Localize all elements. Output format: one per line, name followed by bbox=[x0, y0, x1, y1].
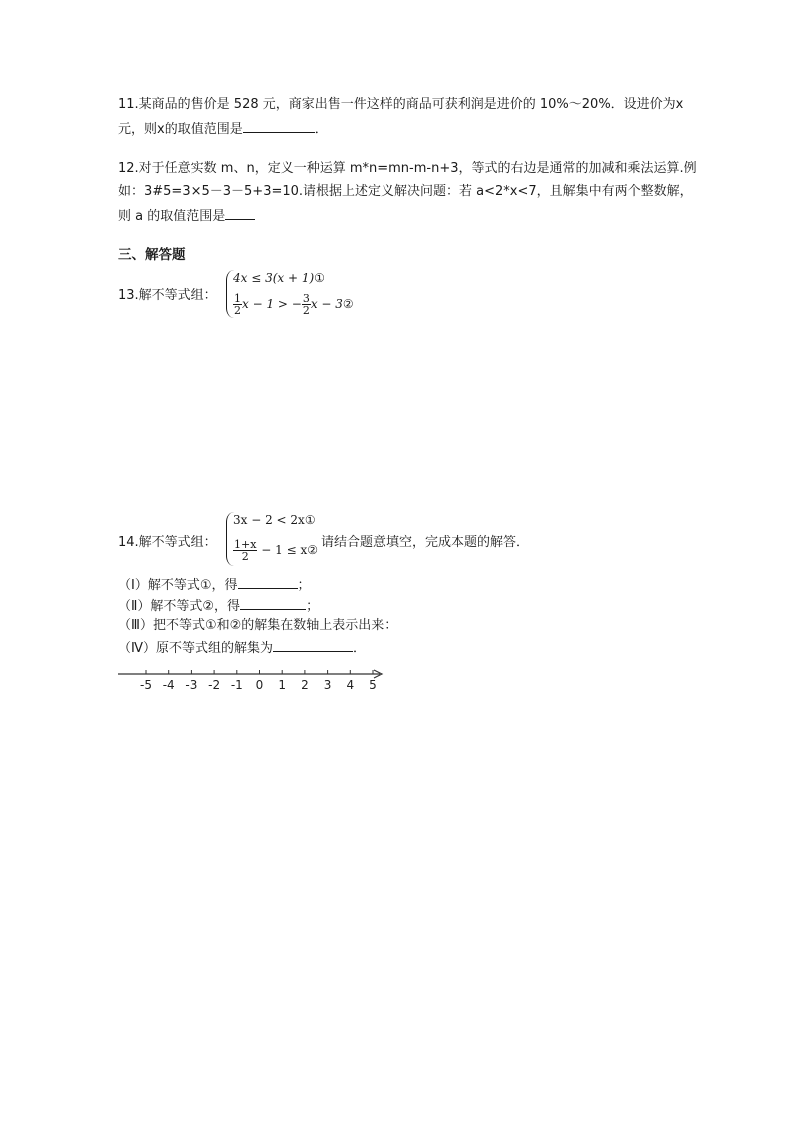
q13-eq2-mid: x − 1 > − bbox=[242, 297, 302, 311]
number-line-tick-label: 4 bbox=[346, 678, 355, 692]
q14-step-1 bbox=[118, 575, 311, 595]
q13-eq2-tail: x − 3 bbox=[310, 297, 343, 311]
number-line-tick-label: 3 bbox=[323, 678, 332, 692]
q11-line-1: 11.某商品的售价是 528 元，商家出售一件这样的商品可获利润是进价的 10%～20%．设进价为x bbox=[118, 97, 684, 112]
q12-line-2: 如：3#5=3×5－3－5+3=10.请根据上述定义解决问题：若 a<2*x<7，且解集中有两个整数解， bbox=[118, 184, 693, 199]
q13-eq2-f1-denominator: 2 bbox=[234, 304, 241, 317]
q11-line-2 bbox=[118, 119, 328, 139]
q13-eq2-f2-numerator: 3 bbox=[302, 292, 310, 305]
q13-eq2-f2-denominator: 2 bbox=[302, 304, 310, 317]
q12-line-3 bbox=[118, 206, 255, 226]
q14-step-2-blank[interactable] bbox=[240, 596, 306, 610]
q13-eq1-mark: ① bbox=[314, 271, 325, 285]
number-line-tick-label: -2 bbox=[208, 678, 221, 692]
q13-inequality-1 bbox=[233, 271, 325, 285]
q13-eq1-expr: 4x ≤ 3(x + 1) bbox=[233, 271, 315, 285]
q11-line-2-text: 元，则x的取值范围是 bbox=[118, 122, 243, 137]
q14-step-4-blank[interactable] bbox=[273, 638, 353, 652]
q14-step-4 bbox=[118, 638, 366, 658]
q14-eq2-numerator: 1+x bbox=[234, 538, 257, 551]
q14-step-2 bbox=[118, 596, 319, 616]
q14-eq1-expr: 3x − 2 < 2x bbox=[233, 513, 305, 527]
q11-answer-blank[interactable] bbox=[243, 119, 315, 133]
number-line-tick-label: -5 bbox=[140, 678, 152, 692]
q13-label: 13.解不等式组： bbox=[118, 288, 217, 303]
number-line-tick-label: 0 bbox=[255, 678, 264, 692]
number-line-ticks bbox=[140, 670, 377, 692]
q14-inequality-1 bbox=[233, 513, 316, 527]
number-line-tick-label: -4 bbox=[162, 678, 175, 692]
q14-step-2-text: （Ⅱ）解不等式②，得 bbox=[118, 599, 241, 614]
q12-answer-blank[interactable] bbox=[225, 206, 255, 220]
number-line-tick-label: 2 bbox=[301, 678, 309, 692]
q14-inequality-2 bbox=[233, 539, 318, 562]
q13-eq2-fraction-2 bbox=[302, 293, 311, 316]
q13-eq2-mark: ② bbox=[342, 297, 354, 311]
q14-step-4-end: ． bbox=[353, 641, 367, 656]
q14-step-2-end: ； bbox=[306, 599, 320, 614]
q12-line-3-text: 则 a 的取值范围是 bbox=[118, 209, 226, 224]
q12-line-1: 12.对于任意实数 m、n，定义一种运算 m*n=mn-m-n+3，等式的右边是通常的加减和乘法运算.例 bbox=[118, 161, 697, 176]
q14-eq2-mark: ② bbox=[307, 543, 318, 557]
q14-eq2-fraction bbox=[233, 539, 257, 562]
q14-step-1-end: ； bbox=[297, 578, 311, 593]
q14-instruction: 请结合题意填空，完成本题的解答． bbox=[321, 535, 530, 550]
q14-step-1-text: （Ⅰ）解不等式①，得 bbox=[118, 578, 238, 593]
number-line-tick-label: -1 bbox=[230, 678, 243, 692]
q14-step-1-blank[interactable] bbox=[238, 575, 298, 589]
q14-step-4-text: （Ⅳ）原不等式组的解集为 bbox=[118, 641, 273, 656]
number-line-tick-label: 1 bbox=[278, 678, 287, 692]
q14-eq2-tail: − 1 ≤ x bbox=[261, 543, 308, 557]
q13-eq2-fraction-1 bbox=[233, 293, 242, 316]
number-line[interactable] bbox=[118, 665, 388, 695]
q14-label: 14.解不等式组： bbox=[118, 535, 217, 550]
q14-step-3: （Ⅲ）把不等式①和②的解集在数轴上表示出来： bbox=[118, 618, 398, 633]
q14-eq1-mark: ① bbox=[304, 513, 316, 527]
q14-eq2-denominator: 2 bbox=[241, 550, 249, 563]
number-line-tick-label: 5 bbox=[369, 678, 377, 692]
q13-inequality-2 bbox=[233, 293, 354, 316]
q13-eq2-f1-numerator: 1 bbox=[234, 292, 241, 305]
section-3-heading: 三、解答题 bbox=[118, 247, 186, 263]
number-line-tick-label: -3 bbox=[185, 678, 198, 692]
q11-line-2-end: ． bbox=[314, 122, 328, 137]
